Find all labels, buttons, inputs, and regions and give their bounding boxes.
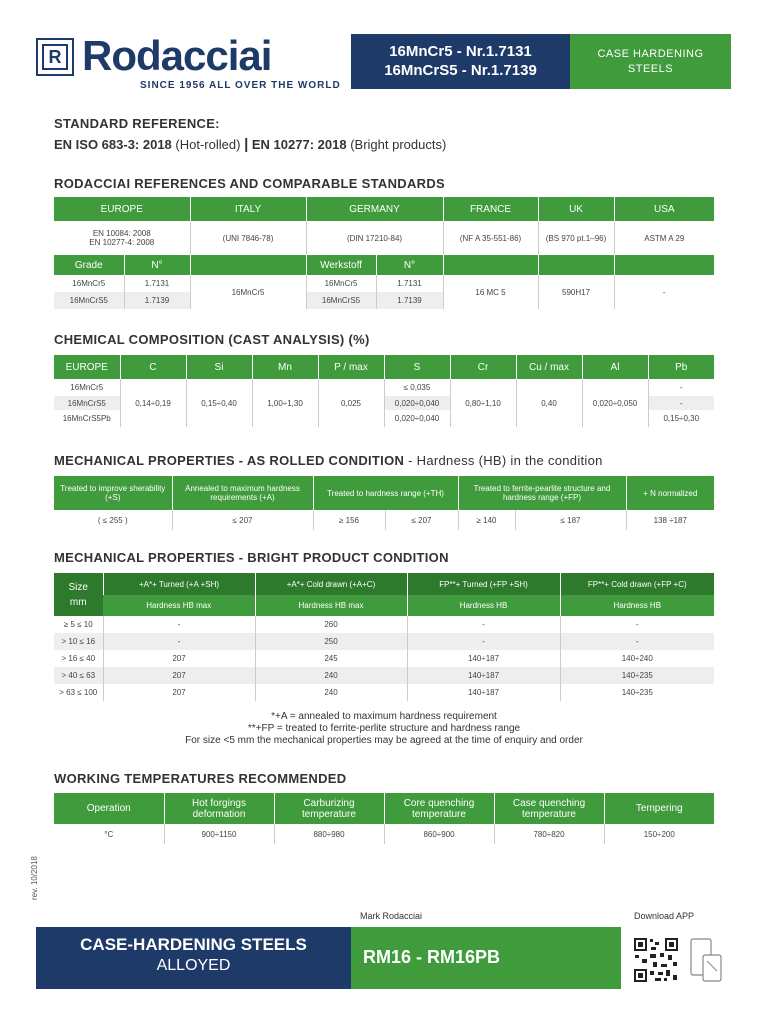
ref-france-grade: 16 MC 5 bbox=[443, 275, 538, 309]
table-row bbox=[54, 633, 714, 650]
table-row bbox=[54, 824, 714, 844]
ref-header-germany: GERMANY bbox=[306, 197, 443, 221]
bright-cell: 240 bbox=[255, 667, 407, 684]
chem-pb: - bbox=[648, 396, 714, 410]
work-header-carburizing: Carburizing temperature bbox=[274, 793, 384, 824]
chem-pb: - bbox=[648, 379, 714, 396]
category-banner bbox=[570, 34, 731, 89]
rolled-header-n: + N normalized bbox=[626, 476, 714, 510]
ref-grade: 16MnCrS5 bbox=[54, 292, 124, 309]
ref-subheader-nr: N° bbox=[124, 255, 190, 275]
bright-size-label: Size bbox=[68, 581, 88, 593]
rolled-header-s: Treated to improve sherability (+S) bbox=[54, 476, 172, 510]
bright-cell: 140÷235 bbox=[560, 684, 714, 701]
bright-cell: 140÷187 bbox=[407, 667, 560, 684]
ref-header-france: FRANCE bbox=[443, 197, 538, 221]
chem-header-cr: Cr bbox=[450, 355, 516, 379]
ref-subheader-empty bbox=[190, 255, 306, 275]
work-cell: 880÷980 bbox=[274, 824, 384, 844]
ref-subheader-empty bbox=[614, 255, 714, 275]
chem-cr: 0,80÷1,10 bbox=[450, 379, 516, 427]
footer-subcategory: ALLOYED bbox=[156, 957, 231, 974]
bright-header-fp-cold: FP**+ Cold drawn (+FP +C) bbox=[560, 573, 714, 595]
brand-name: Rodacciai bbox=[82, 32, 272, 79]
mech-rolled-title-suffix: - Hardness (HB) in the condition bbox=[404, 453, 603, 468]
bright-cell: 207 bbox=[103, 684, 255, 701]
note-size: For size <5 mm the mechanical properties may be agreed at the time of enquiry and order bbox=[185, 735, 583, 746]
table-row bbox=[54, 684, 714, 701]
chem-p: 0,025 bbox=[318, 379, 384, 427]
bright-cell: - bbox=[103, 633, 255, 650]
ref-grade: 16MnCr5 bbox=[72, 279, 106, 288]
bright-subheader: Hardness HB max bbox=[255, 595, 407, 616]
ref-nr: 1.7139 bbox=[124, 292, 190, 309]
bright-cell: 245 bbox=[255, 650, 407, 667]
bright-size-unit: mm bbox=[69, 596, 87, 608]
bright-size: > 16 ≤ 40 bbox=[61, 654, 96, 663]
download-app-label: Download APP bbox=[634, 911, 695, 921]
chem-header-cu: Cu / max bbox=[516, 355, 582, 379]
rolled-value: ( ≤ 255 ) bbox=[97, 515, 128, 525]
chem-mn: 1,00÷1,30 bbox=[252, 379, 318, 427]
work-cell: 900÷1150 bbox=[164, 824, 274, 844]
footer-category: CASE-HARDENING STEELS bbox=[80, 935, 307, 954]
rolled-value: ≤ 207 bbox=[385, 510, 458, 530]
chemical-title: CHEMICAL COMPOSITION (CAST ANALYSIS) (%) bbox=[54, 332, 370, 347]
ref-europe-standard bbox=[54, 221, 190, 255]
note-a: *+A = annealed to maximum hardness requirement bbox=[271, 711, 497, 722]
mech-rolled-title bbox=[54, 453, 603, 468]
footer-category-banner bbox=[36, 927, 351, 989]
table-row bbox=[54, 650, 714, 667]
bright-subheader: Hardness HB bbox=[560, 595, 714, 616]
ref-nr2: 1.7131 bbox=[376, 275, 443, 292]
grade-line-2: 16MnCrS5 - Nr.1.7139 bbox=[384, 62, 537, 79]
bright-cell: 140÷235 bbox=[560, 667, 714, 684]
chem-cu: 0,40 bbox=[516, 379, 582, 427]
ref-header-europe: EUROPE bbox=[54, 197, 190, 221]
note-fp: **+FP = treated to ferrite-perlite structure and hardness range bbox=[247, 723, 521, 734]
chem-grade: 16MnCrS5 bbox=[54, 396, 120, 410]
references-title: RODACCIAI REFERENCES AND COMPARABLE STANDARDS bbox=[54, 176, 445, 191]
bright-cell: 140÷187 bbox=[407, 684, 560, 701]
ref-nr: 1.7131 bbox=[124, 275, 190, 292]
chem-pb: 0,15÷0,30 bbox=[648, 410, 714, 427]
work-unit: °C bbox=[104, 829, 114, 839]
standard-ref-1: EN ISO 683-3: 2018 bbox=[54, 137, 172, 152]
chem-grade: 16MnCrS5Pb bbox=[62, 414, 111, 423]
bright-cell: 207 bbox=[103, 650, 255, 667]
bright-cell: 260 bbox=[255, 616, 407, 633]
qr-code-icon[interactable] bbox=[633, 937, 679, 983]
grade-line-1: 16MnCr5 - Nr.1.7131 bbox=[389, 43, 532, 60]
bright-size: > 10 ≤ 16 bbox=[54, 633, 103, 650]
bright-cell: 140÷240 bbox=[560, 650, 714, 667]
footer-mark-banner: RM16 - RM16PB bbox=[351, 927, 621, 989]
logo-mark-icon: R bbox=[36, 38, 74, 76]
bright-cell: - bbox=[407, 616, 560, 633]
category-line-1: CASE HARDENING bbox=[597, 48, 704, 60]
chem-header-pb: Pb bbox=[648, 355, 714, 379]
ref-italy-standard: (UNI 7846-78) bbox=[190, 221, 306, 255]
standard-ref-1-note: (Hot-rolled) bbox=[175, 137, 241, 152]
chem-header-mn: Mn bbox=[252, 355, 318, 379]
standard-ref-2-note: (Bright products) bbox=[350, 137, 447, 152]
bright-subheader: Hardness HB max bbox=[103, 595, 255, 616]
bright-cell: 140÷187 bbox=[407, 650, 560, 667]
chem-s: 0,020÷0,040 bbox=[384, 396, 450, 410]
ref-germany-standard: (DIN 17210-84) bbox=[306, 221, 443, 255]
bright-size: > 63 ≤ 100 bbox=[59, 688, 98, 697]
mobile-app-icon[interactable] bbox=[689, 937, 723, 983]
bright-cell: - bbox=[560, 633, 714, 650]
work-cell: 860÷900 bbox=[384, 824, 494, 844]
bright-cell: - bbox=[560, 616, 714, 633]
ref-header-italy: ITALY bbox=[190, 197, 306, 221]
bright-header-a-turned: +A*+ Turned (+A +SH) bbox=[103, 573, 255, 595]
ref-europe-standard-2: EN 10277-4: 2008 bbox=[89, 238, 155, 247]
work-header-case: Case quenching temperature bbox=[494, 793, 604, 824]
chem-si: 0,15÷0,40 bbox=[186, 379, 252, 427]
category-line-2: STEELS bbox=[627, 63, 674, 75]
ref-france-standard: (NF A 35-551-86) bbox=[443, 221, 538, 255]
chem-s: ≤ 0,035 bbox=[384, 379, 450, 396]
grade-banner bbox=[351, 34, 570, 89]
bright-cell: 240 bbox=[255, 684, 407, 701]
table-row bbox=[54, 275, 714, 292]
ref-europe-standard-1: EN 10084: 2008 bbox=[92, 229, 151, 238]
table-row bbox=[54, 379, 714, 396]
ref-subheader-werkstoff: Werkstoff bbox=[306, 255, 376, 275]
rolled-value: ≥ 156 bbox=[313, 510, 385, 530]
bright-cell: - bbox=[103, 616, 255, 633]
chem-header-s: S bbox=[384, 355, 450, 379]
bright-cell: - bbox=[407, 633, 560, 650]
table-row bbox=[54, 667, 714, 684]
rolled-value: 138 ÷187 bbox=[626, 510, 714, 530]
ref-subheader-grade: Grade bbox=[54, 255, 124, 275]
work-header-operation: Operation bbox=[54, 793, 164, 824]
ref-usa-grade: - bbox=[614, 275, 714, 309]
rolled-header-fp: Treated to ferrite-pearlite structure and hardness range (+FP) bbox=[458, 476, 626, 510]
table-row bbox=[54, 616, 714, 633]
rolled-value: ≤ 207 bbox=[172, 510, 313, 530]
bright-subheader: Hardness HB bbox=[407, 595, 560, 616]
rolled-value: ≤ 187 bbox=[515, 510, 626, 530]
standard-reference-line bbox=[54, 136, 446, 153]
chem-s: 0,020÷0,040 bbox=[384, 410, 450, 427]
work-header-core: Core quenching temperature bbox=[384, 793, 494, 824]
bright-size: > 40 ≤ 63 bbox=[54, 667, 103, 684]
chem-header-europe: EUROPE bbox=[54, 355, 120, 379]
bright-header-fp-turned: FP**+ Turned (+FP +SH) bbox=[407, 573, 560, 595]
standard-reference-title: STANDARD REFERENCE: bbox=[54, 116, 220, 131]
ref-usa-standard: ASTM A 29 bbox=[614, 221, 714, 255]
chem-al: 0,020÷0,050 bbox=[582, 379, 648, 427]
working-table bbox=[54, 793, 714, 844]
chemical-table bbox=[54, 355, 714, 427]
ref-subheader-empty bbox=[538, 255, 614, 275]
rolled-value: ≥ 140 bbox=[458, 510, 515, 530]
work-header-tempering: Tempering bbox=[604, 793, 714, 824]
table-row bbox=[54, 510, 714, 530]
brand-tagline: SINCE 1956 ALL OVER THE WORLD bbox=[140, 80, 341, 91]
bright-cell: 250 bbox=[255, 633, 407, 650]
bright-header-size bbox=[54, 573, 103, 616]
mark-label: Mark Rodacciai bbox=[360, 911, 423, 921]
mech-bright-table bbox=[54, 573, 714, 701]
bright-header-a-cold: +A*+ Cold drawn (+A+C) bbox=[255, 573, 407, 595]
chem-header-al: Al bbox=[582, 355, 648, 379]
chem-header-p: P / max bbox=[318, 355, 384, 379]
ref-nr2: 1.7139 bbox=[376, 292, 443, 309]
bright-notes bbox=[54, 711, 714, 747]
chem-header-si: Si bbox=[186, 355, 252, 379]
ref-werkstoff: 16MnCrS5 bbox=[306, 292, 376, 309]
mech-bright-title: MECHANICAL PROPERTIES - BRIGHT PRODUCT CONDITION bbox=[54, 550, 449, 565]
ref-werkstoff: 16MnCr5 bbox=[306, 275, 376, 292]
work-cell: 780÷820 bbox=[494, 824, 604, 844]
mech-rolled-table bbox=[54, 476, 714, 530]
ref-subheader-empty bbox=[443, 255, 538, 275]
working-title: WORKING TEMPERATURES RECOMMENDED bbox=[54, 771, 347, 786]
ref-uk-grade: 590H17 bbox=[538, 275, 614, 309]
ref-header-uk: UK bbox=[538, 197, 614, 221]
work-header-forging: Hot forgings deformation bbox=[164, 793, 274, 824]
mech-rolled-title-main: MECHANICAL PROPERTIES - AS ROLLED CONDITION bbox=[54, 453, 405, 468]
chem-c: 0,14÷0,19 bbox=[120, 379, 186, 427]
ref-italy-grade: 16MnCr5 bbox=[190, 275, 306, 309]
standard-ref-2: EN 10277: 2018 bbox=[251, 137, 347, 152]
revision-label: rev. 10/2018 bbox=[30, 856, 39, 900]
references-table bbox=[54, 197, 714, 309]
bright-cell: 207 bbox=[103, 667, 255, 684]
ref-subheader-nr2: N° bbox=[376, 255, 443, 275]
chem-header-c: C bbox=[120, 355, 186, 379]
ref-uk-standard: (BS 970 pt.1–96) bbox=[538, 221, 614, 255]
work-cell: 150÷200 bbox=[604, 824, 714, 844]
ref-header-usa: USA bbox=[614, 197, 714, 221]
bright-size: ≥ 5 ≤ 10 bbox=[63, 620, 93, 629]
standard-separator: | bbox=[244, 136, 249, 153]
chem-grade: 16MnCr5 bbox=[70, 383, 104, 392]
rolled-header-th: Treated to hardness range (+TH) bbox=[313, 476, 458, 510]
company-logo bbox=[36, 32, 341, 96]
rolled-header-a: Annealed to maximum hardness requirements (+A) bbox=[172, 476, 313, 510]
